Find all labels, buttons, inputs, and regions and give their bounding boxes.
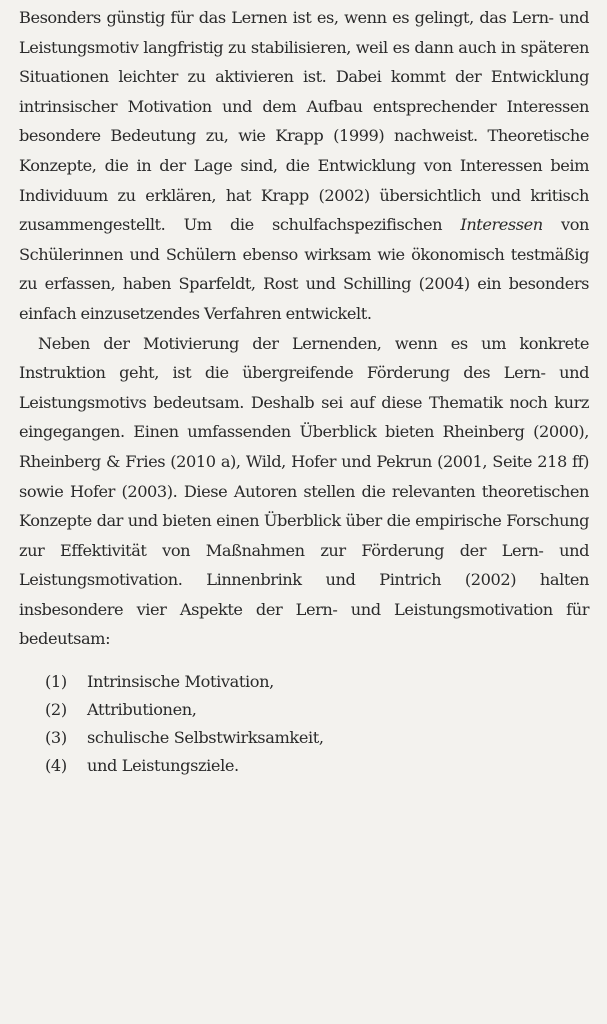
- list-item: [45, 668, 589, 696]
- list-item-number: (4): [45, 756, 67, 776]
- paragraph-2: Neben der Motivierung der Lernenden, wenn es um konkrete Instruktion geht, ist die übergreifende Förderung des Lern- und Leistungsmotivs bedeutsam. Deshalb sei auf diese Thematik noch kurz eingegangen. Einen umfassenden Überblick bieten Rheinberg (2000), Rheinberg & Fries (2010 a), Wild, Hofer und Pekrun (2001, Seite 218 ff) sowie Hofer (2003). Diese Autoren stellen die relevanten theoretischen Konzepte dar und bieten einen Überblick über die empirische Forschung zur Effektivität von Maßnahmen zur Förderung der Lern- und Leistungsmotivation. Linnenbrink und Pintrich (2002) halten insbesondere vier Aspekte der Lern- und Leistungsmotivation für bedeutsam:: [19, 333, 589, 649]
- list-item-number: (1): [45, 672, 67, 692]
- list-item-text: und Leistungsziele.: [87, 756, 239, 776]
- list-item-text: Attributionen,: [87, 700, 197, 720]
- aspects-list: [19, 668, 589, 780]
- list-item-number: (2): [45, 700, 67, 720]
- list-item-text: schulische Selbstwirksamkeit,: [87, 728, 324, 748]
- list-item: [45, 696, 589, 724]
- list-item: [45, 752, 589, 780]
- paragraph-1-text-after: von Schülerinnen und Schülern ebenso wirksam wie ökonomisch testmäßig zu erfassen, haben Sparfeldt, Rost und Schilling (2004) ein besonders einfach einzusetzendes Verfahren entwickelt.: [19, 215, 589, 323]
- list-item: [45, 724, 589, 752]
- paragraph-1: [19, 3, 589, 329]
- list-item-number: (3): [45, 728, 67, 748]
- paragraph-1-text-before: Besonders günstig für das Lernen ist es, wenn es gelingt, das Lern- und Leistungsmotiv langfristig zu stabilisieren, weil es dann auch in späteren Situationen leichter zu aktivieren ist. Dabei kommt der Entwicklung intrinsischer Motivation und dem Aufbau entsprechender Interessen besondere Bedeutung zu, wie Krapp (1999) nachweist. Theoretische Konzepte, die in der Lage sind, die Entwicklung von Interessen beim Individuum zu erklären, hat Krapp (2002) übersichtlich und kritisch zusammengestellt. Um die schulfachspezifischen: [19, 8, 589, 235]
- paragraph-1-italic-term: Interessen: [460, 215, 543, 235]
- list-item-text: Intrinsische Motivation,: [87, 672, 274, 692]
